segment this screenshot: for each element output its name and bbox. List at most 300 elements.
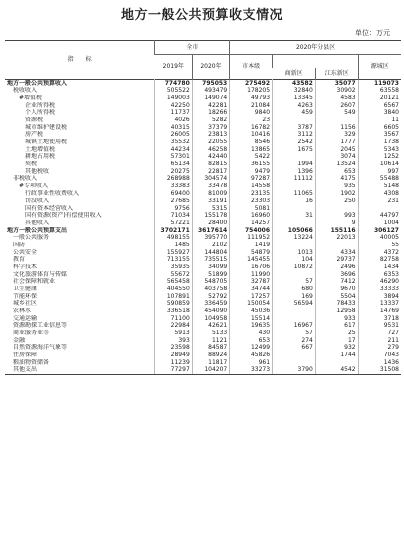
table-row xyxy=(5,242,401,249)
row-value xyxy=(315,359,358,366)
page-title: 地方一般公共预算收支情况 xyxy=(120,8,283,23)
row-label: 其他收入 xyxy=(25,219,50,227)
row-value: 336518 xyxy=(155,308,192,315)
row-value: 149074 xyxy=(192,95,229,102)
row-label: 城乡社区 xyxy=(13,300,38,307)
row-value: 22055 xyxy=(192,139,229,146)
row-label: 城市维护建设税 xyxy=(25,124,68,131)
row-value: 498155 xyxy=(155,234,192,241)
row-value: 178205 xyxy=(230,87,273,94)
row-value: 1434 xyxy=(358,264,401,271)
row-value: 20275 xyxy=(155,168,192,175)
row-label: 国有资本经营收入 xyxy=(25,204,74,212)
row-value: 65134 xyxy=(155,161,192,168)
table-row xyxy=(5,212,401,219)
row-value: 1252 xyxy=(358,153,401,160)
row-value: 43582 xyxy=(273,80,316,88)
row-value: 33383 xyxy=(155,183,192,190)
row-value: 1744 xyxy=(315,352,358,359)
row-value: 31508 xyxy=(358,366,401,374)
row-value: 34099 xyxy=(192,264,229,271)
row-value: 3617614 xyxy=(192,227,229,234)
row-value: 1436 xyxy=(358,359,401,366)
row-value: 11239 xyxy=(155,359,192,366)
row-value: 961 xyxy=(230,359,273,366)
row-value: 713155 xyxy=(155,256,192,263)
table-row xyxy=(5,205,401,212)
row-value: 2496 xyxy=(315,264,358,271)
row-value: 4308 xyxy=(358,190,401,197)
table-row xyxy=(5,95,401,102)
row-value: 69400 xyxy=(155,190,192,197)
row-value: 4026 xyxy=(155,117,192,124)
row-value: 45036 xyxy=(230,308,273,315)
row-value: 9756 xyxy=(155,205,192,212)
row-value: 7043 xyxy=(358,352,401,359)
row-value: 31 xyxy=(273,212,316,219)
row-value: 63558 xyxy=(358,87,401,94)
row-value: 12499 xyxy=(230,344,273,351)
row-value xyxy=(273,220,316,227)
row-value xyxy=(273,359,316,366)
row-value: 23 xyxy=(230,117,273,124)
row-label: 社会保障和就业 xyxy=(13,278,56,285)
row-value: 430 xyxy=(230,330,273,337)
row-value: 33191 xyxy=(192,198,229,205)
table-row xyxy=(5,264,401,271)
row-value: 13224 xyxy=(273,234,316,241)
table-row xyxy=(5,366,401,374)
row-value xyxy=(315,242,358,249)
table-row xyxy=(5,330,401,337)
header-regions: 2020年分县区 xyxy=(230,41,401,55)
row-label: 契税 xyxy=(25,160,38,168)
row-value: 14769 xyxy=(358,308,401,315)
row-value: 13524 xyxy=(315,161,358,168)
row-value: 5081 xyxy=(230,205,273,212)
table-row xyxy=(5,293,401,300)
row-value: 7412 xyxy=(315,278,358,285)
table-row xyxy=(5,359,401,366)
row-value: 149003 xyxy=(155,95,192,102)
row-value: 33273 xyxy=(230,366,273,374)
row-value: 3567 xyxy=(358,131,401,138)
row-value: 57221 xyxy=(155,220,192,227)
row-label: 行政事业性收费收入 xyxy=(25,190,80,197)
row-value: 3894 xyxy=(358,293,401,300)
row-label: 耕地占用税 xyxy=(25,153,56,161)
row-value: 16960 xyxy=(230,212,273,219)
row-value: 1738 xyxy=(358,139,401,146)
row-value: 169 xyxy=(273,293,316,300)
row-value xyxy=(273,153,316,160)
table-row xyxy=(5,308,401,315)
row-value: 10416 xyxy=(230,131,273,138)
row-value: 6567 xyxy=(358,102,401,109)
table-row xyxy=(5,168,401,175)
row-value: 23813 xyxy=(192,131,229,138)
row-value: 16782 xyxy=(230,124,273,131)
row-value: 13345 xyxy=(273,95,316,102)
row-value: 3074 xyxy=(315,153,358,160)
row-value: 653 xyxy=(315,168,358,175)
row-label: 交通运输 xyxy=(13,315,38,322)
row-label: 非税收入 xyxy=(13,175,38,183)
row-value: 3840 xyxy=(358,109,401,116)
row-label: 粮油物资储备 xyxy=(13,359,50,366)
row-value: 3112 xyxy=(273,131,316,138)
unit-label: 单位：万元 xyxy=(355,29,390,37)
row-value: 81009 xyxy=(192,190,229,197)
table-row xyxy=(5,286,401,293)
row-value: 20121 xyxy=(358,95,401,102)
row-value: 150054 xyxy=(230,300,273,307)
row-value: 17 xyxy=(315,337,358,344)
row-label: 公共安全 xyxy=(13,248,38,256)
row-label: 其他税收 xyxy=(25,168,50,175)
table-row xyxy=(5,139,401,146)
row-value: 14558 xyxy=(230,183,273,190)
header-yuandong: 源城区 xyxy=(358,55,401,80)
row-value: 78433 xyxy=(315,300,358,307)
row-value: 119073 xyxy=(358,80,401,88)
row-value: 4334 xyxy=(315,249,358,256)
row-value: 44234 xyxy=(155,146,192,153)
row-value: 12958 xyxy=(315,308,358,315)
row-value: 2045 xyxy=(315,146,358,153)
table-row xyxy=(5,322,401,329)
row-value xyxy=(315,117,358,124)
row-label: 地方一般公共预算收入 xyxy=(7,79,68,87)
row-value: 97287 xyxy=(230,175,273,182)
row-label: 国有资源(资产)有偿使用收入 xyxy=(25,212,102,219)
row-value: 1994 xyxy=(273,161,316,168)
row-value: 25 xyxy=(315,330,358,337)
row-value: 11737 xyxy=(155,109,192,116)
row-value: 454090 xyxy=(192,308,229,315)
row-value: 4372 xyxy=(358,249,401,256)
row-value: 667 xyxy=(273,344,316,351)
row-value: 1675 xyxy=(273,146,316,153)
row-value: 28400 xyxy=(192,220,229,227)
row-value: 107891 xyxy=(155,293,192,300)
row-value: 26005 xyxy=(155,131,192,138)
row-label: 商业服务业等 xyxy=(13,329,50,337)
row-value: 590859 xyxy=(155,300,192,307)
row-value: 28949 xyxy=(155,352,192,359)
row-value: 306127 xyxy=(358,227,401,234)
row-value: 16706 xyxy=(230,264,273,271)
header-2020: 2020年 xyxy=(192,55,229,80)
row-label: 卫生健康 xyxy=(13,285,38,293)
row-value: 51899 xyxy=(192,271,229,278)
row-value: 795053 xyxy=(192,80,229,88)
row-value: 735515 xyxy=(192,256,229,263)
table-row xyxy=(5,315,401,322)
row-value: 36155 xyxy=(230,161,273,168)
row-value: 56594 xyxy=(273,300,316,307)
row-value: 40315 xyxy=(155,124,192,131)
table-row xyxy=(5,161,401,168)
row-label: 农林水 xyxy=(13,307,32,315)
row-value: 1902 xyxy=(315,190,358,197)
row-value: 1121 xyxy=(192,337,229,344)
row-label: 国防 xyxy=(13,241,26,249)
row-value: 268988 xyxy=(155,175,192,182)
row-value: 32840 xyxy=(273,87,316,94)
row-value: 42250 xyxy=(155,102,192,109)
row-value: 5133 xyxy=(192,330,229,337)
row-value: 393 xyxy=(155,337,192,344)
row-value: 55 xyxy=(358,242,401,249)
table-row xyxy=(5,337,401,344)
row-value: 459 xyxy=(273,109,316,116)
row-value: 57 xyxy=(273,330,316,337)
header-row-1 xyxy=(5,41,401,55)
row-value: 105066 xyxy=(273,227,316,234)
row-value: 32787 xyxy=(230,278,273,285)
header-jiangdong: 江东新区 xyxy=(315,68,358,80)
row-value: 9670 xyxy=(315,286,358,293)
row-value: 933 xyxy=(315,315,358,322)
row-value: 104 xyxy=(273,256,316,263)
row-value: 4175 xyxy=(315,175,358,182)
row-value: 8546 xyxy=(230,139,273,146)
row-value: 1485 xyxy=(155,242,192,249)
row-value: 46258 xyxy=(192,146,229,153)
row-value: 549 xyxy=(315,109,358,116)
row-value: 42440 xyxy=(192,153,229,160)
row-value: 13337 xyxy=(358,300,401,307)
row-value: 11990 xyxy=(230,271,273,278)
row-value: 33478 xyxy=(192,183,229,190)
row-label: 金融 xyxy=(13,337,26,344)
row-label: #专项收入 xyxy=(19,182,49,190)
row-value xyxy=(273,117,316,124)
table-row xyxy=(5,227,401,234)
row-value: 88924 xyxy=(192,352,229,359)
row-value: 35532 xyxy=(155,139,192,146)
row-label: 罚没收入 xyxy=(25,197,50,205)
row-value: 231 xyxy=(358,198,401,205)
table-row xyxy=(5,87,401,94)
row-label: 节能环保 xyxy=(13,292,38,300)
row-value: 1777 xyxy=(315,139,358,146)
row-value: 55488 xyxy=(358,175,401,182)
row-value: 5913 xyxy=(155,330,192,337)
row-value: 49793 xyxy=(230,95,273,102)
row-value: 3718 xyxy=(358,315,401,322)
row-value: 82758 xyxy=(358,256,401,263)
row-value: 9531 xyxy=(358,322,401,329)
row-label: 资源税 xyxy=(25,116,44,124)
row-value: 71034 xyxy=(155,212,192,219)
row-value: 1419 xyxy=(230,242,273,249)
row-value: 2542 xyxy=(273,139,316,146)
row-value: 997 xyxy=(358,168,401,175)
row-value: 14257 xyxy=(230,220,273,227)
row-label: 文化旅游体育与传媒 xyxy=(13,270,68,278)
row-value: 16967 xyxy=(273,322,316,329)
row-label: 住房保障 xyxy=(13,351,38,359)
row-value: 935 xyxy=(315,183,358,190)
row-value: 5148 xyxy=(358,183,401,190)
row-value: 17257 xyxy=(230,293,273,300)
table-row xyxy=(5,124,401,131)
budget-table xyxy=(5,40,401,375)
row-value: 57 xyxy=(273,278,316,285)
header-province: 全市 xyxy=(155,41,230,55)
row-value: 42621 xyxy=(192,322,229,329)
row-label: 地方一般公共预算支出 xyxy=(7,226,68,234)
row-label: 土地增值税 xyxy=(25,146,56,153)
row-value: 23303 xyxy=(230,198,273,205)
row-value: 3702171 xyxy=(155,227,192,234)
row-value: 35077 xyxy=(315,80,358,88)
row-value: 329 xyxy=(315,131,358,138)
row-value: 275492 xyxy=(230,80,273,88)
row-value: 9479 xyxy=(230,168,273,175)
row-label: 科学技术 xyxy=(13,263,38,271)
row-value: 15514 xyxy=(230,315,273,322)
row-value: 55672 xyxy=(155,271,192,278)
row-value xyxy=(273,271,316,278)
row-value: 22984 xyxy=(155,322,192,329)
row-value: 11 xyxy=(358,117,401,124)
row-value: 10614 xyxy=(358,161,401,168)
table-row xyxy=(5,109,401,116)
row-value: 84587 xyxy=(192,344,229,351)
row-value: 155178 xyxy=(192,212,229,219)
row-value: 395770 xyxy=(192,234,229,241)
table-row xyxy=(5,352,401,359)
table-row xyxy=(5,153,401,160)
row-value xyxy=(358,205,401,212)
header-shanggu: 商新区 xyxy=(284,69,303,77)
row-label: 其他支出 xyxy=(5,366,155,374)
table-row xyxy=(5,271,401,278)
row-value: 6353 xyxy=(358,271,401,278)
row-value: 9 xyxy=(315,220,358,227)
row-value: 145455 xyxy=(230,256,273,263)
row-value: 3787 xyxy=(273,124,316,131)
row-value: 19635 xyxy=(230,322,273,329)
row-value: 21084 xyxy=(230,102,273,109)
table-row xyxy=(5,102,401,109)
table-row xyxy=(5,80,401,88)
row-value: 2102 xyxy=(192,242,229,249)
row-value: 9840 xyxy=(230,109,273,116)
table-row xyxy=(5,344,401,351)
row-value: 104958 xyxy=(192,315,229,322)
row-value: 680 xyxy=(273,286,316,293)
table-row xyxy=(5,300,401,307)
row-value: 23135 xyxy=(230,190,273,197)
row-value: 111952 xyxy=(230,234,273,241)
table-row xyxy=(5,278,401,285)
row-value: 11817 xyxy=(192,359,229,366)
row-label: 个人所得税 xyxy=(25,109,56,117)
row-value: 304574 xyxy=(192,175,229,182)
row-value xyxy=(273,205,316,212)
row-label: 城镇土地使用税 xyxy=(25,138,68,146)
row-value: 22817 xyxy=(192,168,229,175)
row-value: 5315 xyxy=(192,205,229,212)
row-value: 993 xyxy=(315,212,358,219)
row-value: 4263 xyxy=(273,102,316,109)
table-row xyxy=(5,183,401,190)
row-value: 77297 xyxy=(155,366,192,374)
row-value: 617 xyxy=(315,322,358,329)
header-blank xyxy=(273,55,359,69)
row-value: 404550 xyxy=(155,286,192,293)
row-label: 资源勘探工业信息等 xyxy=(13,322,68,330)
row-value: 754006 xyxy=(230,227,273,234)
table-row xyxy=(5,234,401,241)
row-value: 5422 xyxy=(230,153,273,160)
row-value: 35935 xyxy=(155,264,192,271)
header-city: 市本级 xyxy=(230,55,273,80)
row-value: 5343 xyxy=(358,146,401,153)
row-value: 29737 xyxy=(315,256,358,263)
row-value xyxy=(273,352,316,359)
row-value: 11112 xyxy=(273,175,316,182)
row-value: 71100 xyxy=(155,315,192,322)
row-value: 44797 xyxy=(358,212,401,219)
row-value: 16 xyxy=(273,198,316,205)
row-value: 34744 xyxy=(230,286,273,293)
row-value: 250 xyxy=(315,198,358,205)
table-row xyxy=(5,198,401,205)
row-value: 22013 xyxy=(315,234,358,241)
row-value: 3696 xyxy=(315,271,358,278)
row-value: 4583 xyxy=(315,95,358,102)
header-indicator: 指 标 xyxy=(67,56,92,63)
row-value: 11065 xyxy=(273,190,316,197)
row-label: #增值税 xyxy=(19,94,43,102)
row-value: 1004 xyxy=(358,220,401,227)
row-value: 155116 xyxy=(315,227,358,234)
row-label: 房产税 xyxy=(25,131,44,139)
row-label: 教育 xyxy=(13,256,26,263)
row-value: 5504 xyxy=(315,293,358,300)
row-value: 279 xyxy=(358,344,401,351)
row-label: 企业所得税 xyxy=(25,102,56,109)
row-value xyxy=(273,242,316,249)
table-row xyxy=(5,249,401,256)
table-row xyxy=(5,146,401,153)
row-value: 1156 xyxy=(315,124,358,131)
table-row xyxy=(5,256,401,263)
row-value: 33333 xyxy=(358,286,401,293)
row-value: 2607 xyxy=(315,102,358,109)
row-value xyxy=(273,183,316,190)
row-value: 727 xyxy=(358,330,401,337)
row-value xyxy=(315,205,358,212)
row-label: 自然资源海洋气象等 xyxy=(13,344,68,352)
row-value: 144804 xyxy=(192,249,229,256)
row-value: 932 xyxy=(315,344,358,351)
row-value: 653 xyxy=(230,337,273,344)
row-value: 52792 xyxy=(192,293,229,300)
row-value: 104207 xyxy=(192,366,229,374)
row-value: 10872 xyxy=(273,264,316,271)
row-value: 403758 xyxy=(192,286,229,293)
table-row xyxy=(5,220,401,227)
row-value: 493479 xyxy=(192,87,229,94)
row-value xyxy=(273,315,316,322)
row-value: 774780 xyxy=(155,80,192,88)
